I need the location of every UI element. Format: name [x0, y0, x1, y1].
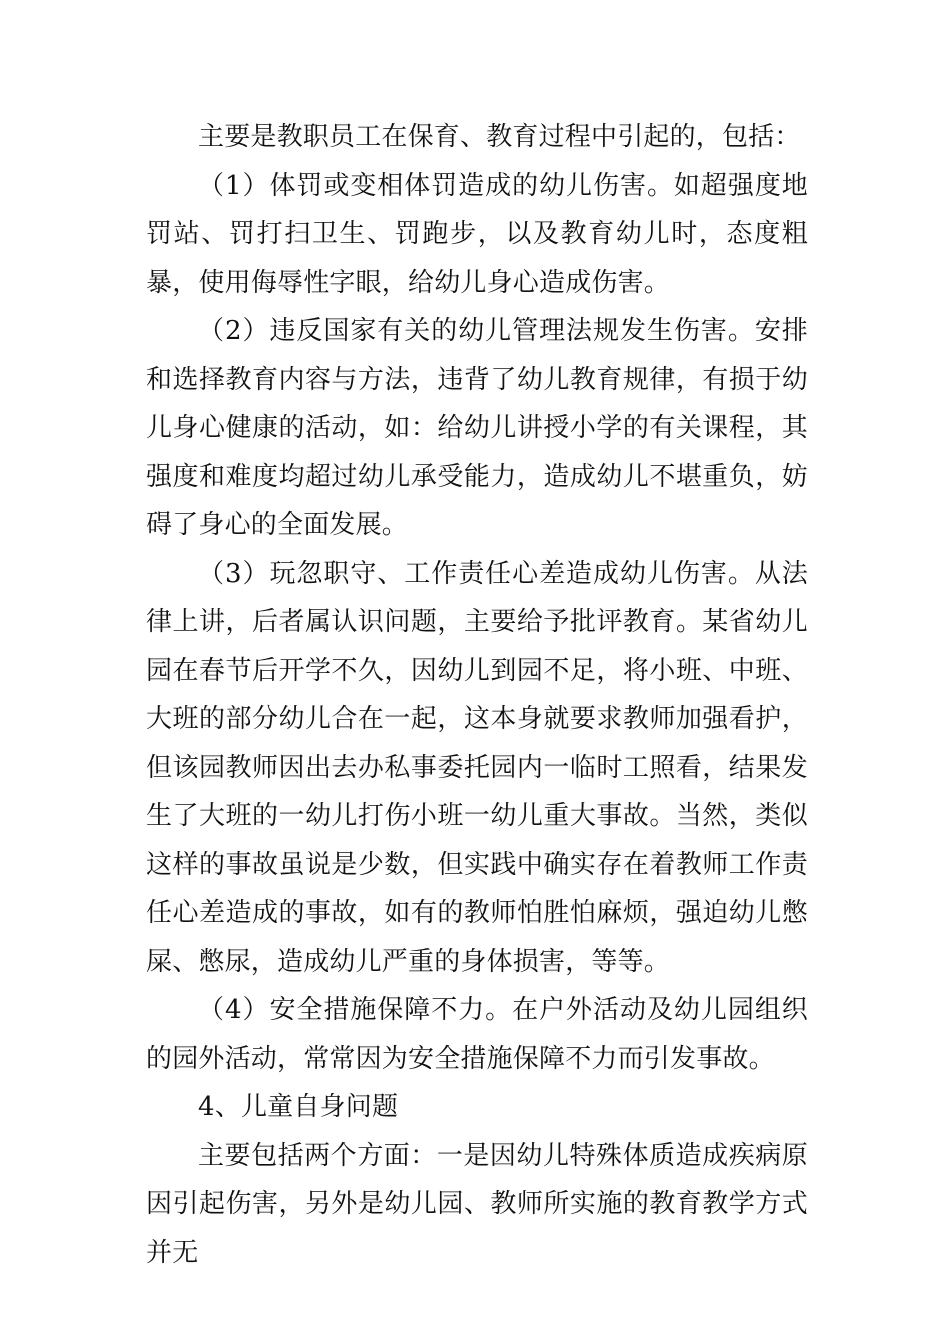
paragraph-section-body: 主要包括两个方面：一是因幼儿特殊体质造成疾病原因引起伤害，另外是幼儿园、教师所实施的教育教学方式并无	[146, 1140, 808, 1268]
section-heading: 4、儿童自身问题	[198, 1092, 399, 1122]
paragraph-item-2: （2）违反国家有关的幼儿管理法规发生伤害。安排和选择教育内容与方法，违背了幼儿教育规律，有损于幼儿身心健康的活动，如：给幼儿讲授小学的有关课程，其强度和难度均超过幼儿承受能力，造成幼儿不堪重负，妨碍了身心的全面发展。	[146, 316, 808, 540]
document-body	[146, 113, 808, 1277]
paragraph-intro: 主要是教职员工在保育、教育过程中引起的，包括：	[198, 122, 801, 152]
paragraph-item-1: （1）体罚或变相体罚造成的幼儿伤害。如超强度地罚站、罚打扫卫生、罚跑步，以及教育幼儿时，态度粗暴，使用侮辱性字眼，给幼儿身心造成伤害。	[146, 170, 808, 298]
paragraph-item-4: （4）安全措施保障不力。在户外活动及幼儿园组织的园外活动，常常因为安全措施保障不力而引发事故。	[146, 995, 808, 1074]
paragraph-item-3: （3）玩忽职守、工作责任心差造成幼儿伤害。从法律上讲，后者属认识问题，主要给予批评教育。某省幼儿园在春节后开学不久，因幼儿到园不足，将小班、中班、大班的部分幼儿合在一起，这本身就要求教师加强看护，但该园教师因出去办私事委托园内一临时工照看，结果发生了大班的一幼儿打伤小班一幼儿重大事故。当然，类似这样的事故虽说是少数，但实践中确实存在着教师工作责任心差造成的事故，如有的教师怕胜怕麻烦，强迫幼儿憋屎、憋尿，造成幼儿严重的身体损害，等等。	[146, 558, 808, 977]
